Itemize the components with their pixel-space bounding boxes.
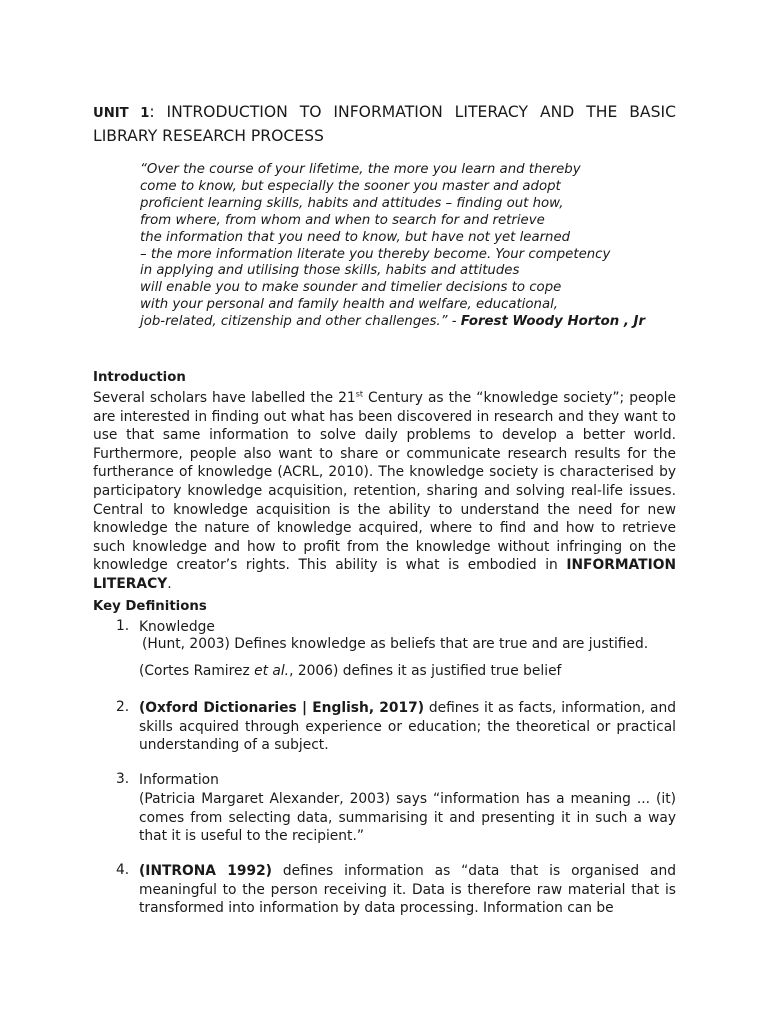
list-number: 4.: [116, 862, 130, 878]
quote-line: job-related, citizenship and other challenges.” -: [140, 314, 461, 330]
definition-text-italic: et al.: [254, 663, 290, 679]
quote-line: “Over the course of your lifetime, the more you learn and thereby: [140, 162, 581, 177]
list-number: 1.: [116, 618, 130, 634]
quote-line: the information that you need to know, but have not yet learned: [140, 229, 571, 245]
definition-text-part: (Cortes Ramirez: [139, 663, 255, 679]
definition-label: Information: [139, 772, 219, 788]
unit-label: UNIT 1: [93, 106, 150, 121]
epigraph-quote: [140, 162, 700, 331]
list-number: 3.: [116, 771, 130, 787]
quote-line: will enable you to make sounder and timelier decisions to cope: [140, 280, 562, 296]
definition-text: [139, 862, 676, 918]
intro-bold-term: INFORMATION LITERACY: [93, 557, 676, 592]
introduction-heading: Introduction: [93, 370, 186, 385]
intro-period: .: [167, 575, 172, 592]
quote-line: proficient learning skills, habits and attitudes – finding out how,: [140, 195, 564, 211]
intro-text-part1: Several scholars have labelled the 21: [93, 390, 356, 406]
quote-line: from where, from whom and when to search for and retrieve: [140, 212, 545, 228]
intro-superscript: st: [355, 389, 363, 399]
unit-title-line1: INTRODUCTION TO INFORMATION LITERACY AND THE BASIC: [166, 103, 676, 121]
quote-author: Forest Woody Horton , Jr: [460, 314, 646, 330]
definition-source: (INTRONA 1992): [139, 863, 272, 879]
definition-body: defines it as facts, information, and skills acquired through experience or education; the theoretical or practical understanding of a subject.: [139, 700, 676, 754]
definition-label: Knowledge: [139, 619, 215, 635]
intro-text-part2: Century as the “knowledge society”; people are interested in finding out what has been discovered in research and they want to use that same information to solve daily problems to develop a better world. Furthermore, people also want to share or communicate research results for the furtherance of knowledge (ACRL, 2010). The knowledge society is characterised by participatory knowledge acquisition, retention, sharing and solving real-life issues. Central to knowledge acquisition is the ability to understand the need for new knowledge the nature of knowledge acquired, where to find and how to retrieve such knowledge and how to profit from the knowledge without infringing on the knowledge creator’s rights. This ability is what is embodied in: [93, 390, 676, 574]
unit-title: [93, 101, 676, 147]
key-definitions-heading: Key Definitions: [93, 599, 207, 614]
list-number: 2.: [116, 699, 130, 715]
quote-line: with your personal and family health and welfare, educational,: [140, 297, 559, 313]
definition-source: (Oxford Dictionaries | English, 2017): [139, 700, 425, 716]
unit-title-line2: LIBRARY RESEARCH PROCESS: [93, 127, 324, 145]
definition-text: [139, 699, 676, 755]
definition-text: (Patricia Margaret Alexander, 2003) says “information has a meaning ... (it) comes from selecting data, summarising it and presenting it in such a way that it is useful to the recipient.”: [139, 791, 676, 845]
quote-line: come to know, but especially the sooner you master and adopt: [140, 178, 561, 194]
quote-last-line: [140, 314, 700, 331]
introduction-paragraph: [93, 389, 676, 594]
definition-text: [139, 662, 676, 681]
unit-colon: :: [149, 103, 167, 121]
definition-text-part: , 2006) defines it as justified true belief: [289, 663, 562, 679]
quote-line: in applying and utilising those skills, habits and attitudes: [140, 263, 520, 279]
definition-text: (Hunt, 2003) Defines knowledge as beliefs that are true and are justified.: [142, 636, 649, 652]
definition-body: defines information as “data that is organised and meaningful to the person receiving it. Data is therefore raw material that is transformed into information by data processing. Information can be: [139, 863, 676, 917]
quote-line: – the more information literate you thereby become. Your competency: [140, 246, 611, 262]
